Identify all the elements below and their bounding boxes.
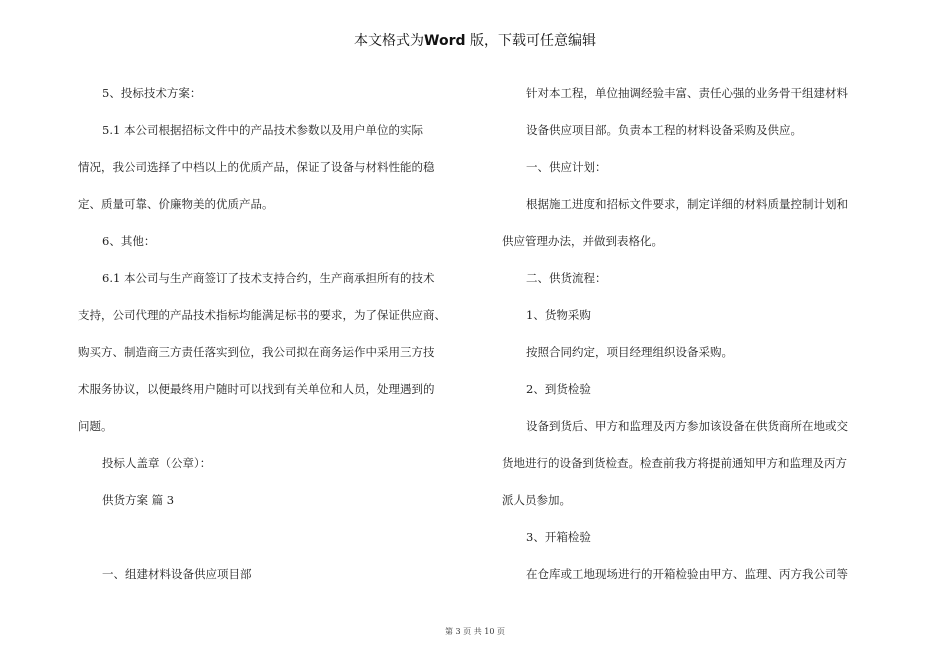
paragraph: 供货方案 篇 3: [102, 493, 175, 507]
paragraph: 5、投标技术方案：: [102, 86, 202, 100]
page-header: [0, 30, 950, 50]
paragraph: 一、供应计划：: [526, 160, 607, 174]
paragraph: 2、到货检验: [526, 382, 591, 396]
paragraph: 术服务协议，以便最终用户随时可以找到有关单位和人员，处理遇到的: [78, 382, 435, 396]
paragraph: 5.1 本公司根据招标文件中的产品技术参数以及用户单位的实际: [102, 123, 423, 137]
paragraph: 设备供应项目部。负责本工程的材料设备采购及供应。: [526, 123, 802, 137]
header-word: Word: [424, 33, 466, 49]
paragraph: 定、质量可靠、价廉物美的优质产品。: [78, 197, 274, 211]
paragraph: 派人员参加。: [502, 493, 571, 507]
paragraph: 设备到货后、甲方和监理及丙方参加该设备在供货商所在地或交: [526, 419, 848, 433]
paragraph: 按照合同约定，项目经理组织设备采购。: [526, 345, 733, 359]
paragraph: 二、供货流程：: [526, 271, 607, 285]
paragraph: 货地进行的设备到货检查。检查前我方将提前通知甲方和监理及丙方: [502, 456, 847, 470]
paragraph: 1、货物采购: [526, 308, 591, 322]
paragraph: 供应管理办法，并做到表格化。: [502, 234, 663, 248]
paragraph: 投标人盖章（公章）：: [102, 456, 212, 470]
paragraph: 情况，我公司选择了中档以上的优质产品，保证了设备与材料性能的稳: [78, 160, 435, 174]
paragraph: 一、组建材料设备供应项目部: [102, 567, 252, 581]
paragraph: 在仓库或工地现场进行的开箱检验由甲方、监理、丙方我公司等: [526, 567, 848, 581]
page-footer: 第 3 页 共 10 页: [445, 627, 505, 636]
header-suffix: 版，下载可任意编辑: [465, 33, 596, 49]
header-prefix: 本文格式为: [354, 33, 425, 49]
paragraph: 6.1 本公司与生产商签订了技术支持合约，生产商承担所有的技术: [102, 271, 435, 285]
paragraph: 针对本工程，单位抽调经验丰富、责任心强的业务骨干组建材料: [526, 86, 848, 100]
paragraph: 6、其他：: [102, 234, 156, 248]
right-column: [502, 75, 884, 593]
paragraph: 根据施工进度和招标文件要求，制定详细的材料质量控制计划和: [526, 197, 848, 211]
paragraph: [78, 519, 450, 556]
paragraph: 3、开箱检验: [526, 530, 591, 544]
paragraph: 支持，公司代理的产品技术指标均能满足标书的要求，为了保证供应商、: [78, 308, 446, 322]
left-column: [78, 75, 450, 593]
paragraph: 购买方、制造商三方责任落实到位，我公司拟在商务运作中采用三方技: [78, 345, 435, 359]
paragraph: 问题。: [78, 419, 113, 433]
